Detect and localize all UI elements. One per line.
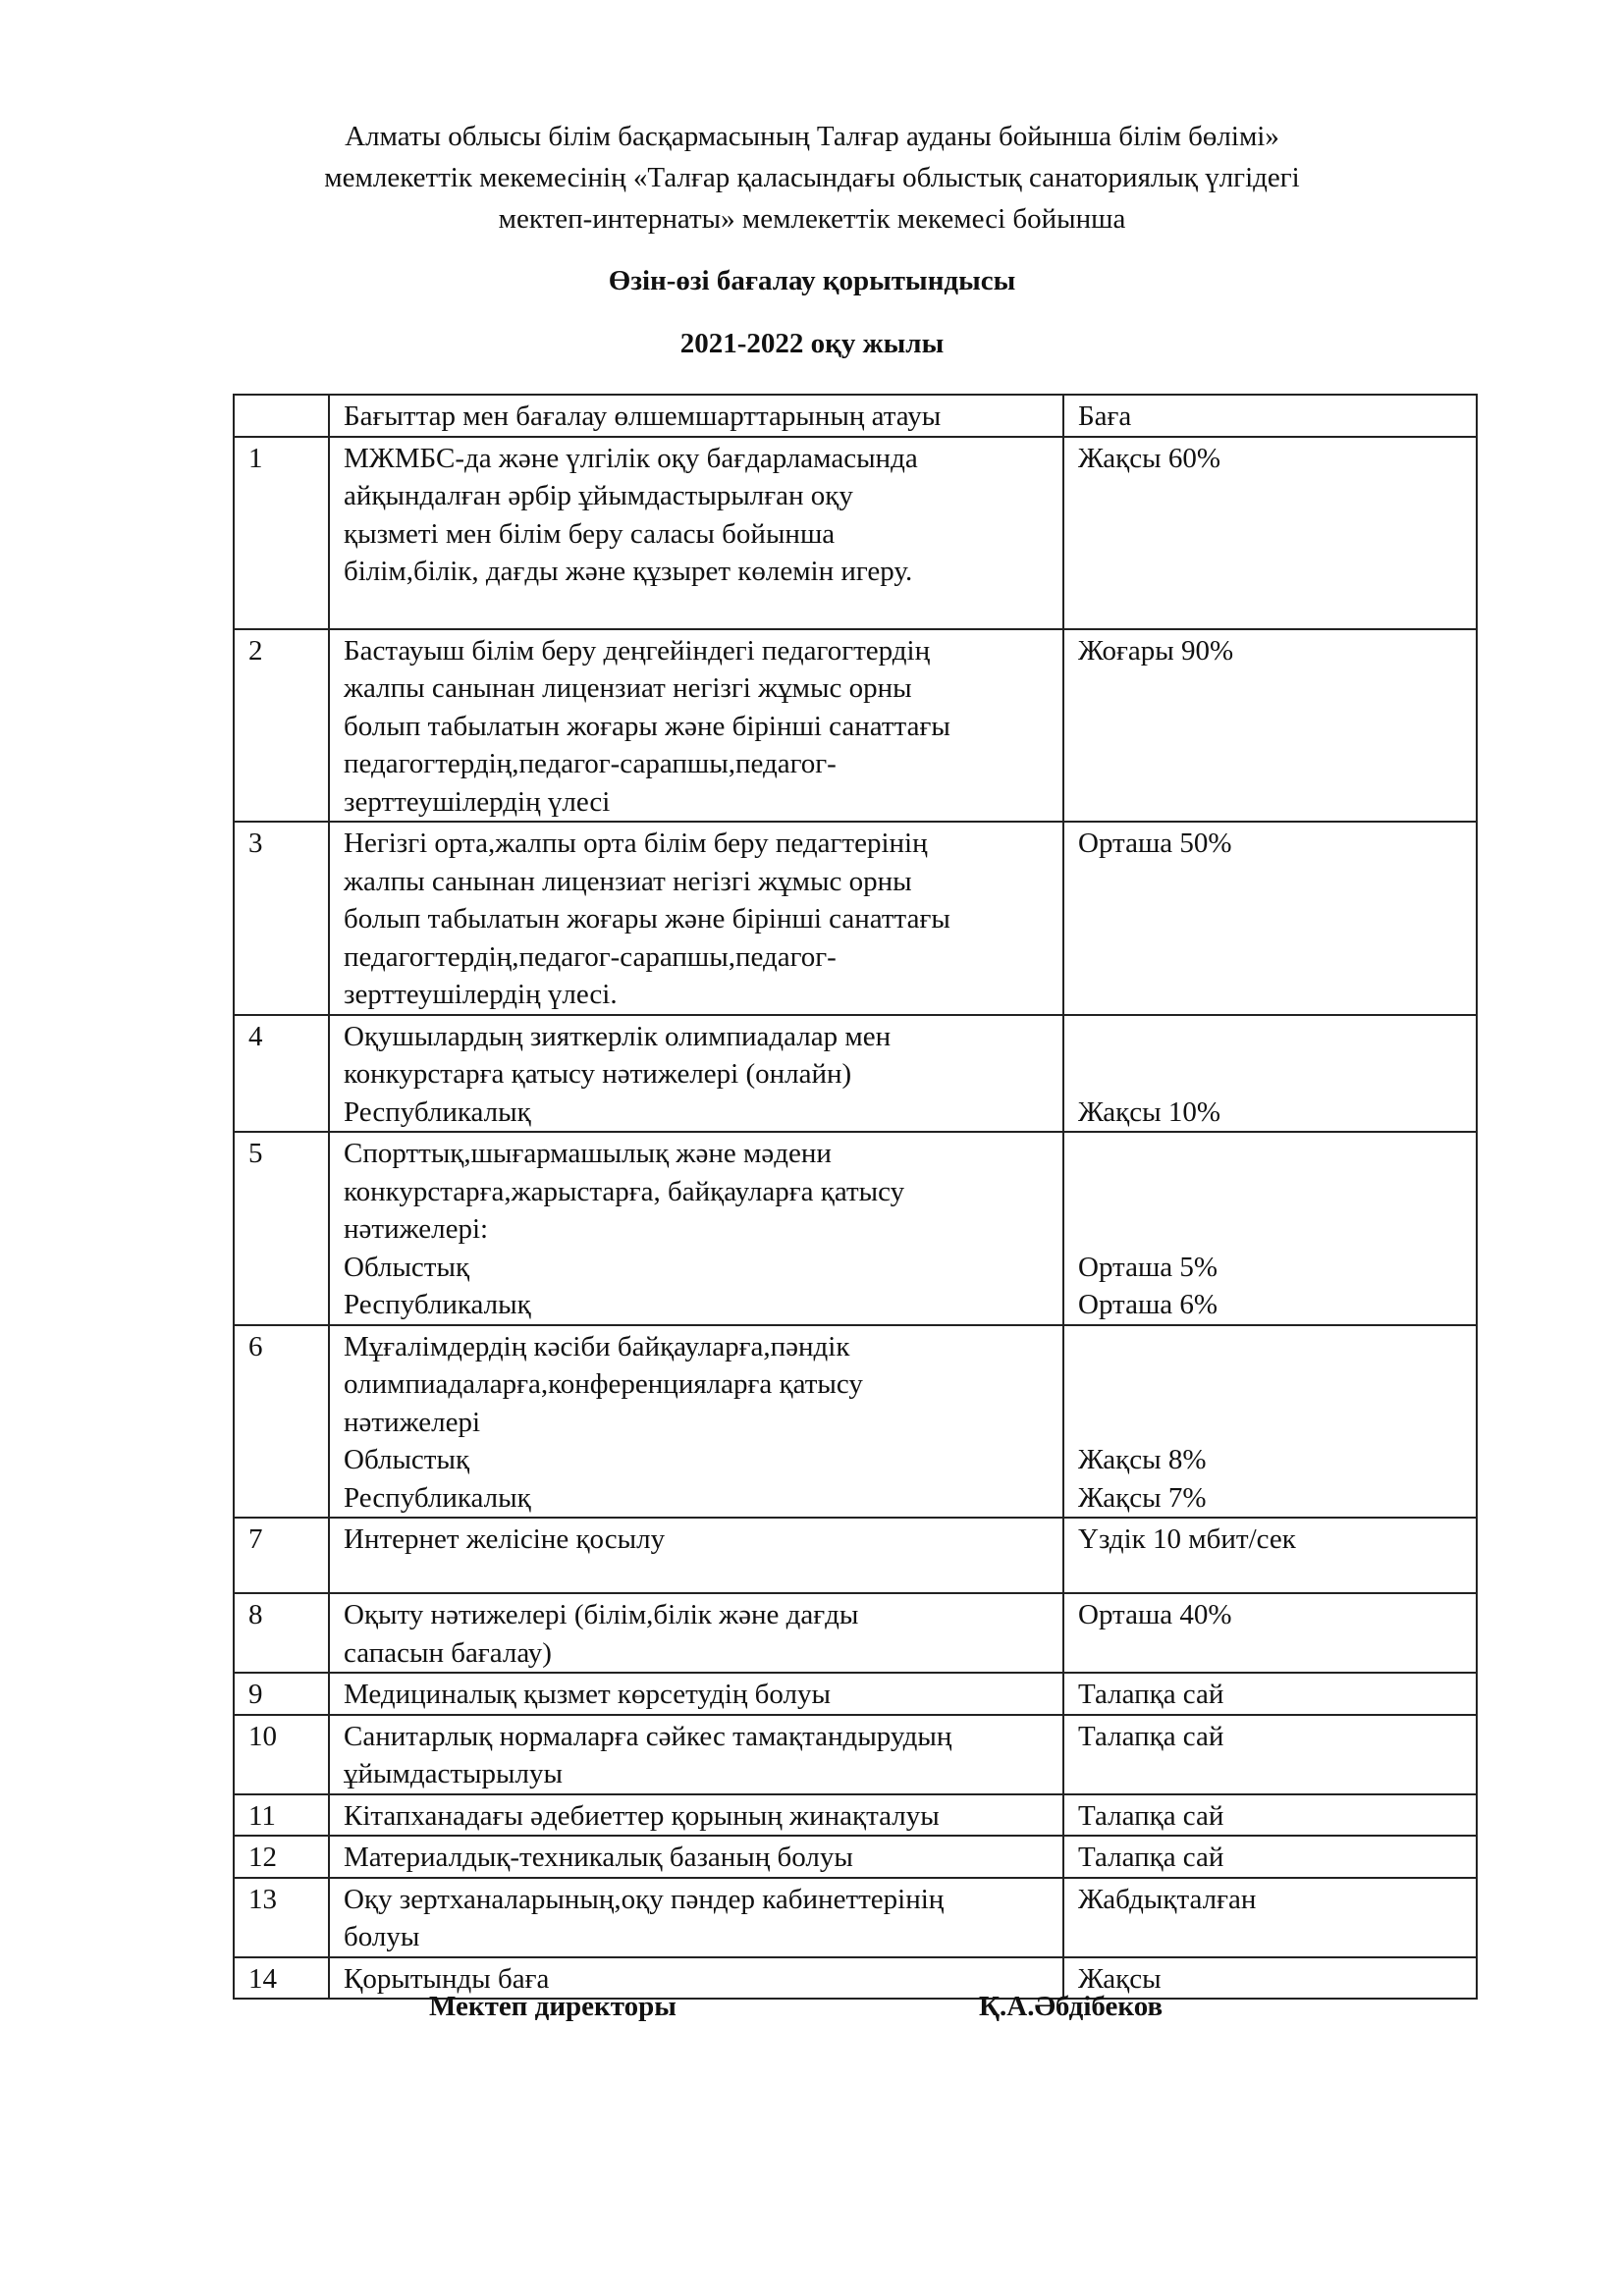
criterion-name (329, 1325, 1063, 1519)
criterion-line: Мұғалімдердің кәсіби байқауларға,пәндік (344, 1330, 850, 1362)
criterion-line: Санитарлық нормаларға сәйкес тамақтандырудың (344, 1720, 952, 1752)
criterion-line: жалпы санынан лицензиат негізгі жұмыс орны (344, 865, 912, 897)
grade-value: Талапқа сай (1078, 1842, 1224, 1873)
grade-cell (1063, 1518, 1477, 1593)
criterion-line: Негізгі орта,жалпы орта білім беру педагтерінің (344, 828, 928, 859)
criterion-line: болып табылатын жоғары және бірінші санаттағы (344, 903, 950, 934)
criterion-line: МЖМБС-да және үлгілік оқу бағдарламасында (344, 442, 918, 474)
criterion-name (329, 1673, 1063, 1715)
header-line-3: мектеп-интернаты» мемлекеттік мекемесі бойынша (498, 203, 1126, 235)
grade-cell (1063, 1715, 1477, 1794)
criterion-line: конкурстарға қатысу нәтижелері (онлайн) (344, 1058, 852, 1090)
table-row (234, 1015, 1477, 1133)
grade-cell (1063, 1794, 1477, 1837)
row-number: 11 (234, 1794, 329, 1837)
grade-value: Жақсы 60% (1078, 442, 1220, 474)
criterion-name (329, 1593, 1063, 1673)
criterion-line: Республикалық (344, 1481, 531, 1514)
row-number: 7 (234, 1518, 329, 1593)
criterion-line: Қорытынды баға (344, 1962, 550, 1995)
criterion-line: болуы (344, 1921, 420, 1952)
grade-value: Жоғары 90% (1078, 634, 1234, 667)
row-number: 3 (234, 822, 329, 1015)
table-row (234, 629, 1477, 823)
criterion-name (329, 1015, 1063, 1133)
criterion-line: зерттеушілердің үлесі (344, 785, 611, 818)
grade-cell (1063, 1878, 1477, 1957)
criterion-line: Облыстық (344, 1251, 470, 1283)
table-row (234, 1593, 1477, 1673)
row-number: 1 (234, 437, 329, 629)
grade-value: Орташа 6% (1078, 1289, 1218, 1320)
criterion-line: олимпиадаларға,конференцияларға қатысу (344, 1368, 863, 1400)
criterion-line: педагогтердің,педагог-сарапшы,педагог- (344, 748, 837, 779)
criterion-line: нәтижелері (344, 1406, 481, 1438)
header-cell-grade: Баға (1063, 395, 1477, 437)
table-row (234, 1878, 1477, 1957)
criterion-line: зерттеушілердің үлесі. (344, 979, 618, 1010)
grade-value: Орташа 40% (1078, 1599, 1232, 1630)
header-line-1: Алматы облысы білім басқармасының Талғар ауданы бойынша білім бөлімі» (345, 121, 1279, 152)
table-row (234, 822, 1477, 1015)
grade-value: Талапқа сай (1078, 1679, 1224, 1710)
row-number: 10 (234, 1715, 329, 1794)
grade-value: Үздік 10 мбит/сек (1078, 1523, 1296, 1555)
criterion-line: Оқушылардың зияткерлік олимпиадалар мен (344, 1020, 892, 1052)
table-row (234, 1957, 1477, 2000)
table-row (234, 1836, 1477, 1878)
table-row (234, 437, 1477, 629)
grade-cell (1063, 822, 1477, 1015)
grade-value (1078, 1404, 1462, 1442)
criterion-line: Оқу зертханаларының,оқу пәндер кабинеттерінің (344, 1883, 945, 1915)
table-row (234, 1518, 1477, 1593)
grade-cell (1063, 1673, 1477, 1715)
self-assessment-table (233, 394, 1478, 2000)
criterion-line: Республикалық (344, 1289, 531, 1320)
signature-role: Мектеп директоры (429, 1991, 677, 2022)
criterion-name (329, 1794, 1063, 1837)
grade-value: Жақсы 7% (1078, 1481, 1207, 1514)
criterion-line: айқындалған әрбір ұйымдастырылған оқу (344, 480, 853, 511)
criterion-line: Интернет желісіне қосылу (344, 1523, 666, 1555)
criterion-line: Материалдық-техникалық базаның болуы (344, 1842, 853, 1873)
criterion-line: Медициналық қызмет көрсетудің болуы (344, 1679, 831, 1710)
criterion-name (329, 1518, 1063, 1593)
row-number: 6 (234, 1325, 329, 1519)
grade-value (1078, 1135, 1462, 1173)
criterion-line: білім,білік, дағды және құзырет көлемін игеру. (344, 556, 913, 587)
criterion-line: жалпы санынан лицензиат негізгі жұмыс орны (344, 672, 912, 704)
row-number: 5 (234, 1132, 329, 1325)
criterion-name (329, 1836, 1063, 1878)
criterion-line: конкурстарға,жарыстарға, байқауларға қатысу (344, 1175, 905, 1207)
header-cell-name: Бағыттар мен бағалау өлшемшарттарының атауы (329, 395, 1063, 437)
grade-cell (1063, 1593, 1477, 1673)
criterion-name (329, 1878, 1063, 1957)
grade-value: Жақсы 10% (1078, 1095, 1220, 1128)
grade-value (1078, 1328, 1462, 1366)
grade-value: Жақсы 8% (1078, 1444, 1207, 1475)
criterion-name (329, 1715, 1063, 1794)
row-number: 13 (234, 1878, 329, 1957)
grade-value: Талапқа сай (1078, 1720, 1224, 1752)
document-title: Өзін-өзі бағалау қорытындысы (608, 265, 1016, 296)
grade-cell (1063, 1836, 1477, 1878)
criterion-line: Оқыту нәтижелері (білім,білік және дағды (344, 1599, 859, 1630)
grade-value (1078, 1055, 1462, 1094)
criterion-name (329, 822, 1063, 1015)
row-number: 4 (234, 1015, 329, 1133)
criterion-line: Спорттық,шығармашылық және мәдени (344, 1138, 832, 1169)
signature-name: Қ.А.Әбдібеков (979, 1991, 1164, 2022)
grade-value: Талапқа сай (1078, 1799, 1224, 1832)
criterion-line: сапасын бағалау) (344, 1636, 552, 1669)
criterion-line: болып табылатын жоғары және бірінші санаттағы (344, 710, 950, 742)
table-row (234, 1673, 1477, 1715)
criterion-line: Кітапханадағы әдебиеттер қорының жинақталуы (344, 1799, 940, 1832)
grade-cell (1063, 629, 1477, 823)
table-row (234, 1325, 1477, 1519)
grade-value: Жақсы (1078, 1962, 1162, 1995)
document-header (0, 116, 1624, 240)
criterion-name (329, 437, 1063, 629)
criterion-name (329, 629, 1063, 823)
criterion-line: Республикалық (344, 1095, 531, 1128)
row-number: 14 (234, 1957, 329, 2000)
grade-value (1078, 1018, 1462, 1056)
grade-value: Орташа 50% (1078, 828, 1232, 859)
criterion-line: нәтижелері: (344, 1213, 489, 1245)
academic-year: 2021-2022 оқу жылы (679, 328, 945, 359)
row-number: 12 (234, 1836, 329, 1878)
header-cell-num (234, 395, 329, 437)
criterion-line: қызметі мен білім беру саласы бойынша (344, 517, 836, 550)
grade-value (1078, 1210, 1462, 1249)
criterion-line: ұйымдастырылуы (344, 1758, 563, 1789)
criterion-line: педагогтердің,педагог-сарапшы,педагог- (344, 940, 837, 973)
row-number: 2 (234, 629, 329, 823)
row-number: 8 (234, 1593, 329, 1673)
grade-value: Орташа 5% (1078, 1251, 1218, 1283)
criterion-line: Облыстық (344, 1444, 470, 1475)
criterion-line: Бастауыш білім беру деңгейіндегі педагогтердің (344, 634, 931, 667)
table-row (234, 1715, 1477, 1794)
grade-cell (1063, 437, 1477, 629)
table-header-row (234, 395, 1477, 437)
header-line-2: мемлекеттік мекемесінің «Талғар қаласындағы облыстық санаториялық үлгідегі (324, 162, 1300, 193)
grade-value (1078, 1173, 1462, 1211)
grade-cell (1063, 1132, 1477, 1325)
table-row (234, 1132, 1477, 1325)
grade-cell (1063, 1015, 1477, 1133)
row-number: 9 (234, 1673, 329, 1715)
table-row (234, 1794, 1477, 1837)
grade-value (1078, 1365, 1462, 1404)
criterion-name (329, 1132, 1063, 1325)
grade-value: Жабдықталған (1078, 1883, 1257, 1915)
grade-cell (1063, 1325, 1477, 1519)
